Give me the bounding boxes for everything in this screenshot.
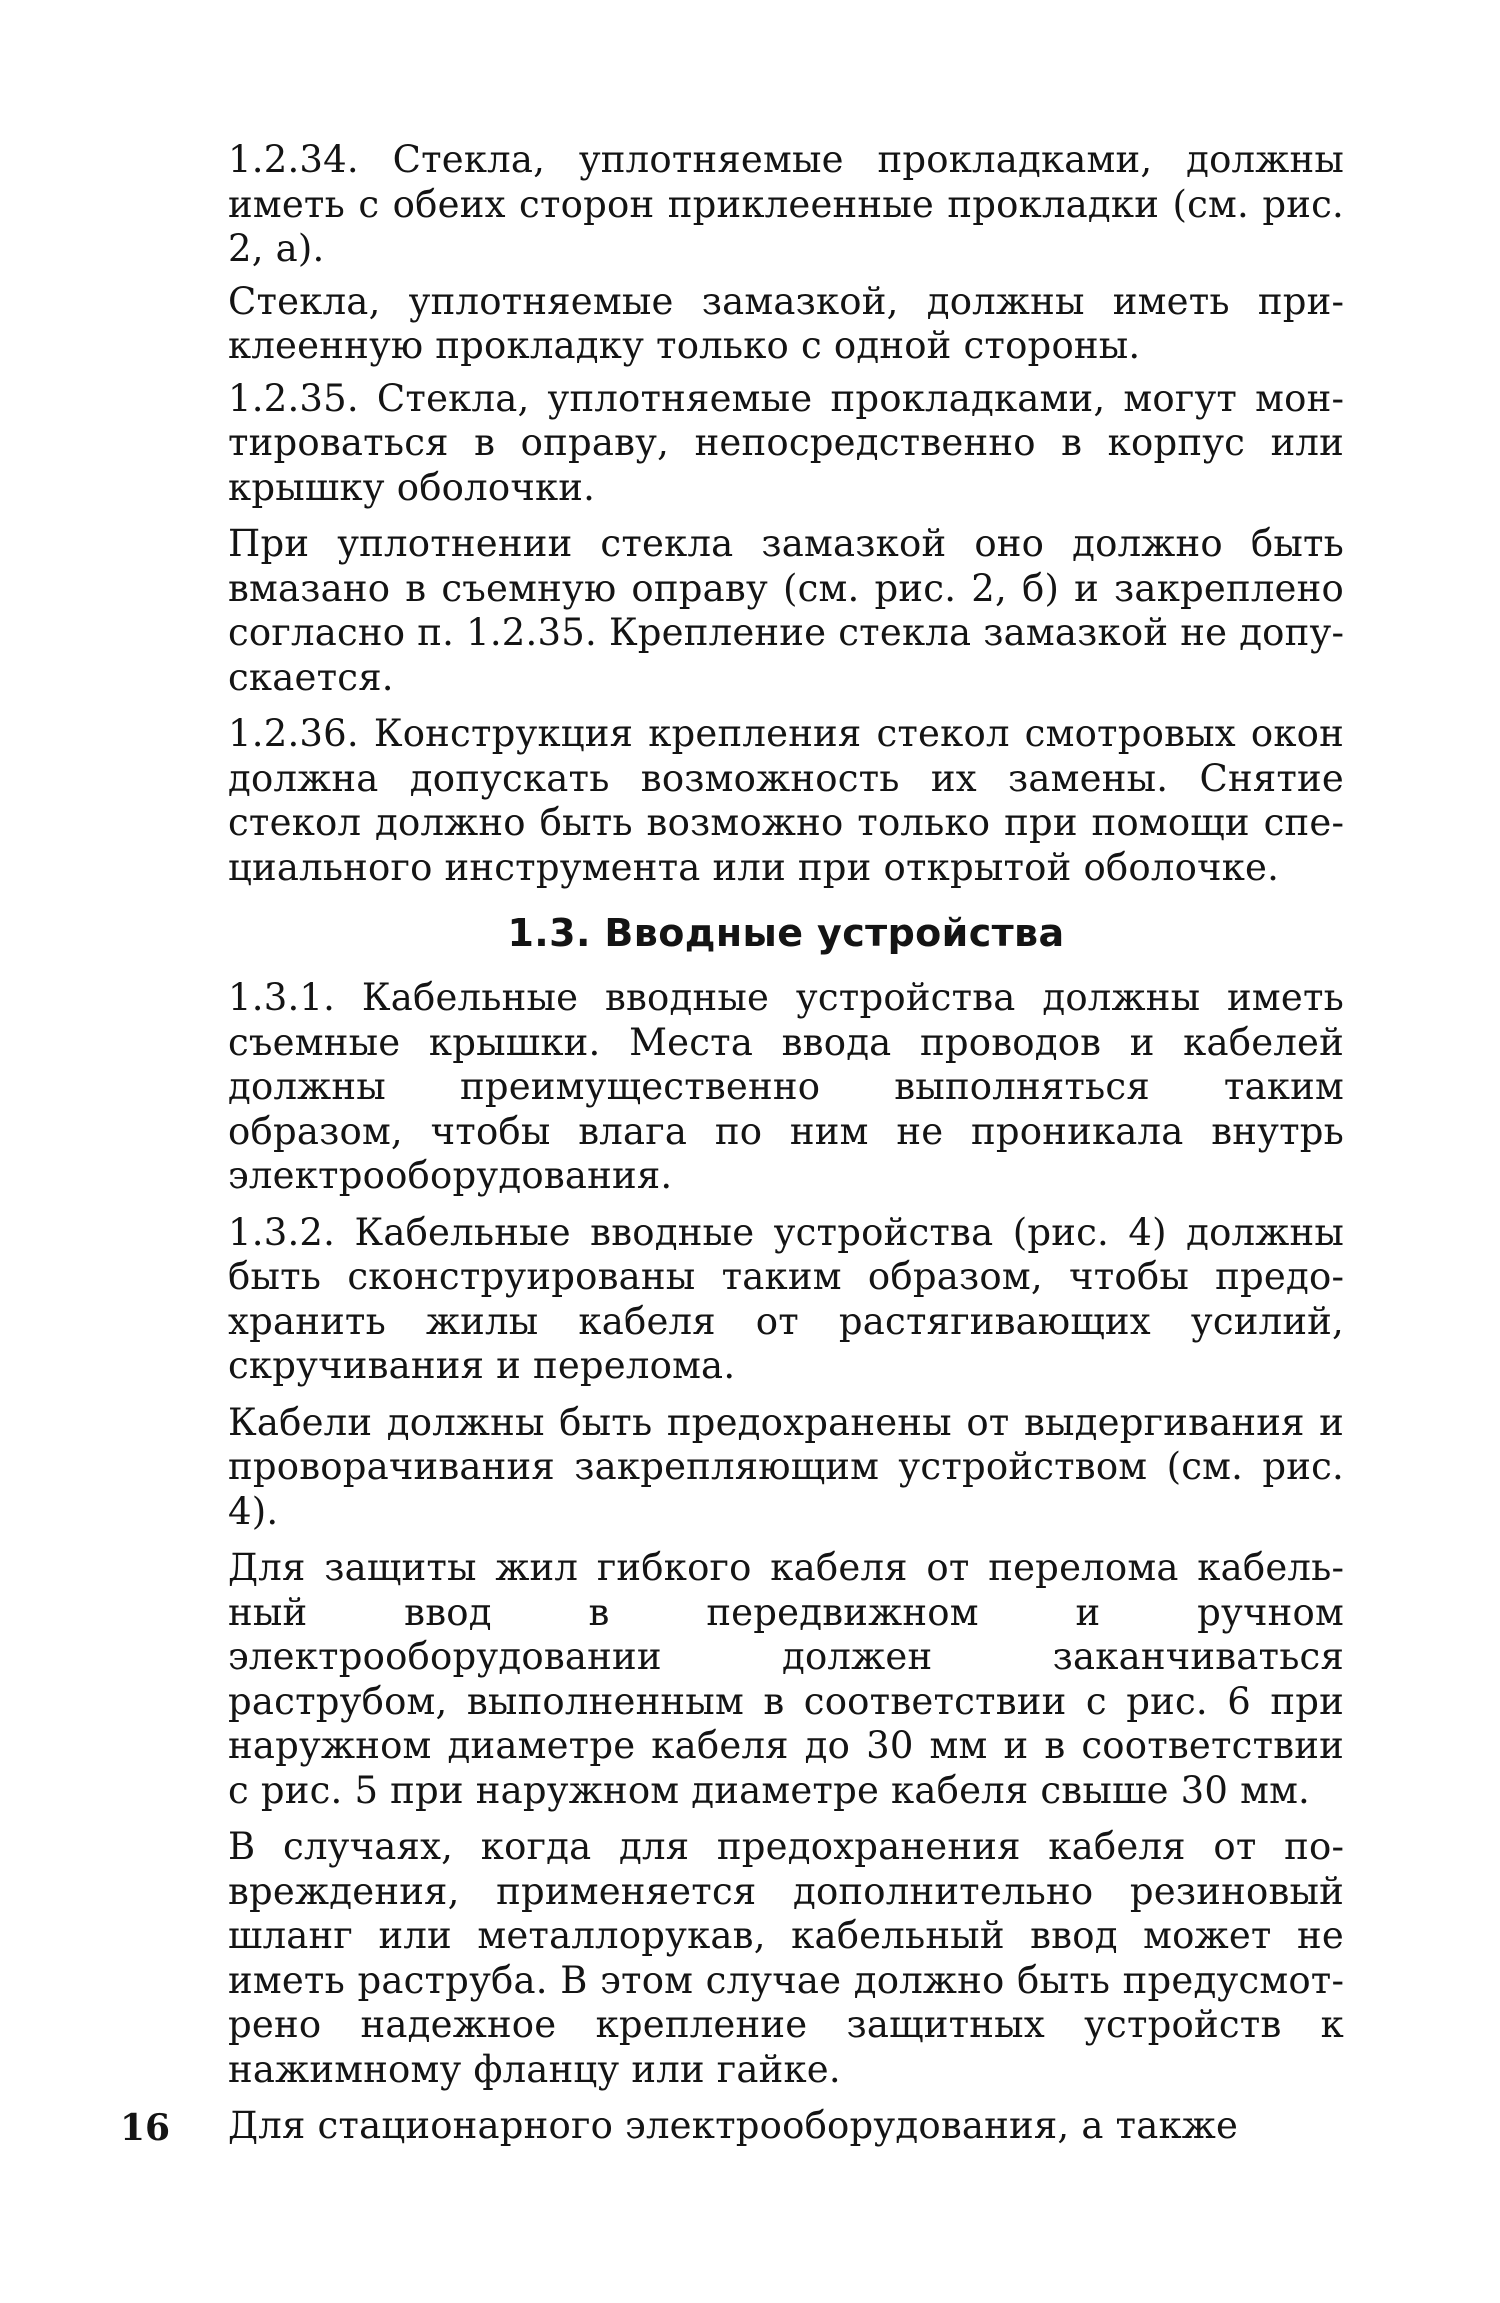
paragraph-cable-protection: Кабели должны быть предохранены от выдергивания и проворачивания закрепляющим устройством (см. рис. 4). (228, 1400, 1344, 1533)
paragraph-1-3-2: 1.3.2. Кабельные вводные устройства (рис. 4) должны быть сконструированы таким образом, чтобы предохранить жилы кабеля от растягивающих усилий, скручивания и перелома. (228, 1210, 1344, 1387)
paragraph-stationary: Для стационарного электрооборудования, а также (228, 2104, 1239, 2147)
section-heading: 1.3. Вводные устройства (507, 911, 1065, 955)
page-number: 16 (120, 2107, 171, 2149)
paragraph-putty-glass: Стекла, уплотняемые замазкой, должны иметь приклеенную прокладку только с одной стороны. (228, 279, 1344, 367)
paragraph-1-2-34: 1.2.34. Стекла, уплотняемые прокладками, должны иметь с обеих сторон приклеенные прокладки (см. рис. 2, а). (228, 138, 1344, 270)
paragraph-1-2-36: 1.2.36. Конструкция крепления стекол смотровых окон должна допускать возможность их замены. Снятие стекол должно быть возможно только при помощи специального инструмента или при открытой оболочке. (228, 712, 1344, 889)
paragraph-rubber-hose: В случаях, когда для предохранения кабеля от повреждения, применяется дополнительно резиновый шланг или металлорукав, кабельный ввод может не иметь раструба. В этом случае должно быть предусмотрено надежное крепление защитных устройств к нажимному фланцу или гайке. (228, 1825, 1344, 2091)
paragraph-1-3-1: 1.3.1. Кабельные вводные устройства должны иметь съемные крышки. Места ввода проводов и кабелей должны преимущественно выполняться таким образом, чтобы влага по ним не проникала внутрь электрооборудования. (228, 976, 1344, 1197)
paragraph-flexible-cable: Для защиты жил гибкого кабеля от перелома кабельный ввод в передвижном и ручном электрооборудовании должен заканчиваться раструбом, выполненным в соответствии с рис. 6 при наружном диаметре кабеля до 30 мм и в соответствии с рис. 5 при наружном диаметре кабеля свыше 30 мм. (228, 1546, 1344, 1812)
paragraph-1-2-35: 1.2.35. Стекла, уплотняемые прокладками, могут монтироваться в оправу, непосредственно в корпус или крышку оболочки. (228, 376, 1344, 509)
paragraph-putty-sealing: При уплотнении стекла замазкой оно должно быть вмазано в съемную оправу (см. рис. 2, б) и закреплено согласно п. 1.2.35. Крепление стекла замазкой не допускается. (228, 522, 1344, 699)
body-text (228, 138, 1344, 2149)
